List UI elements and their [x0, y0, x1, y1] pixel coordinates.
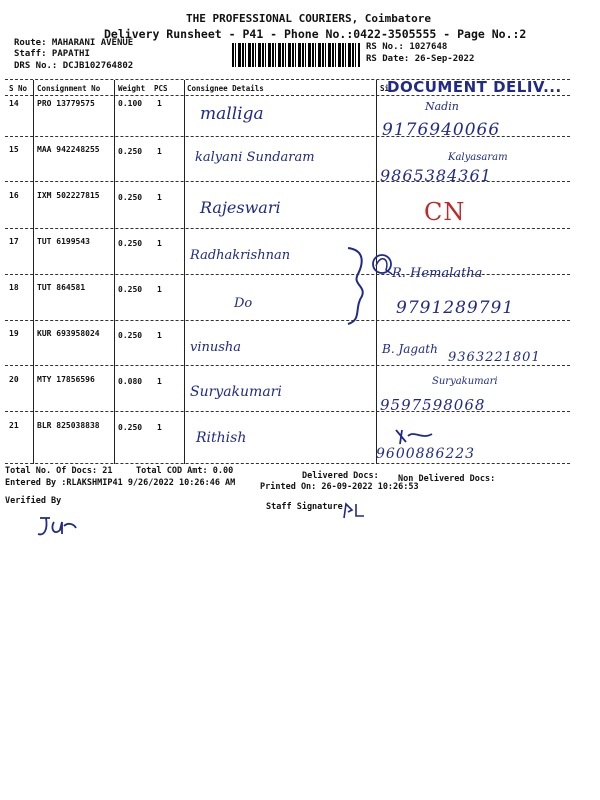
consignee-name: Suryakumari	[190, 384, 282, 400]
col-weight: Weight	[118, 84, 146, 93]
col-sno: S No	[9, 84, 28, 93]
route-label: Route: MAHARANI AVENUE	[14, 38, 134, 48]
row-consignment: MTY 17856596	[37, 375, 95, 384]
consignee-name: vinusha	[190, 340, 242, 355]
row-sno: 16	[9, 191, 19, 200]
col-consignee: Consignee Details	[187, 84, 264, 93]
row-consignment: TUT 864581	[37, 283, 86, 292]
row-rule	[5, 274, 570, 275]
document-delivered-stamp: DOCUMENT DELIV...	[387, 78, 562, 96]
row-weight: 0.250	[118, 331, 143, 340]
consignee-name: Radhakrishnan	[190, 248, 291, 263]
receiver-signature: B. Jagath	[382, 342, 438, 356]
row-pcs: 1	[157, 285, 162, 294]
row-consignment: KUR 693958024	[37, 329, 100, 338]
row-consignment: PRO 13779575	[37, 99, 95, 108]
row-weight: 0.100	[118, 99, 143, 108]
drs-number: DRS No.: DCJB102764802	[14, 61, 134, 71]
receiver-signature: R. Hemalatha	[392, 266, 483, 281]
verified-by-label: Verified By	[5, 496, 62, 506]
rs-date: RS Date: 26-Sep-2022	[366, 54, 475, 64]
col-consignment: Consignment No	[37, 84, 101, 93]
staff-label: Staff: PAPATHI	[14, 49, 90, 59]
row-consignment: IXM 502227815	[37, 191, 100, 200]
col-divider	[33, 80, 34, 464]
row-weight: 0.250	[118, 193, 143, 202]
row-rule	[5, 320, 570, 321]
row-pcs: 1	[157, 99, 162, 108]
receiver-phone: 9363221801	[448, 350, 541, 365]
rs-number: RS No.: 1027648	[366, 42, 448, 52]
row-sno: 14	[9, 99, 19, 108]
runsheet-title: Delivery Runsheet - P41 - Phone No.:0422-3505555 - Page No.:2	[104, 27, 527, 41]
row-weight: 0.080	[118, 377, 143, 386]
receiver-phone: 9865384361	[380, 166, 492, 185]
row-consignment: BLR 825038838	[37, 421, 100, 430]
receiver-phone: 9176940066	[382, 120, 501, 140]
row-consignment: MAA 942248255	[37, 145, 100, 154]
col-pcs: PCS	[154, 84, 168, 93]
row-sno: 20	[9, 375, 19, 384]
row-sno: 18	[9, 283, 19, 292]
row-consignment: TUT 6199543	[37, 237, 90, 246]
row-pcs: 1	[157, 377, 162, 386]
receiver-signature: Nadin	[425, 100, 459, 113]
consignee-name: kalyani Sundaram	[195, 150, 315, 165]
row-weight: 0.250	[118, 239, 143, 248]
col-divider	[114, 80, 115, 464]
receiver-phone: 9791289791	[396, 298, 515, 318]
bracket-signature-mark	[340, 244, 400, 329]
receiver-signature: Suryakumari	[432, 376, 498, 387]
non-delivered-docs: Non Delivered Docs:	[398, 474, 496, 484]
receiver-signature-mark	[392, 426, 438, 446]
total-cod: Total COD Amt: 0.00	[136, 466, 234, 476]
receiver-remark: CN	[424, 198, 466, 226]
consignee-name: Rithish	[196, 430, 247, 446]
col-divider	[184, 80, 185, 464]
row-weight: 0.250	[118, 423, 143, 432]
row-rule	[5, 228, 570, 229]
total-docs: Total No. Of Docs: 21	[5, 466, 113, 476]
row-rule	[5, 365, 570, 366]
consignee-name: malliga	[200, 104, 264, 124]
receiver-signature: Kalyasaram	[448, 152, 508, 163]
staff-signature-label: Staff Signature	[266, 502, 343, 512]
verified-signature-mark	[36, 514, 80, 540]
row-pcs: 1	[157, 193, 162, 202]
receiver-phone: 9597598068	[380, 396, 486, 414]
row-weight: 0.250	[118, 147, 143, 156]
row-sno: 21	[9, 421, 19, 430]
printed-on: Printed On: 26-09-2022 10:26:53	[260, 482, 419, 492]
row-sno: 17	[9, 237, 19, 246]
row-pcs: 1	[157, 331, 162, 340]
row-sno: 15	[9, 145, 19, 154]
consignee-name: Do	[234, 296, 253, 311]
row-pcs: 1	[157, 147, 162, 156]
entered-by: Entered By :RLAKSHMIP41 9/26/2022 10:26:46 AM	[5, 478, 236, 488]
delivered-docs: Delivered Docs:	[302, 471, 379, 481]
receiver-phone: 9600886223	[376, 446, 476, 462]
row-weight: 0.250	[118, 285, 143, 294]
barcode	[232, 43, 360, 67]
company-title: THE PROFESSIONAL COURIERS, Coimbatore	[186, 12, 432, 25]
row-pcs: 1	[157, 423, 162, 432]
row-sno: 19	[9, 329, 19, 338]
table-bottom-rule	[5, 463, 570, 464]
col-signature: Si	[380, 84, 390, 93]
row-pcs: 1	[157, 239, 162, 248]
staff-signature-mark	[340, 500, 370, 522]
consignee-name: Rajeswari	[200, 198, 281, 217]
